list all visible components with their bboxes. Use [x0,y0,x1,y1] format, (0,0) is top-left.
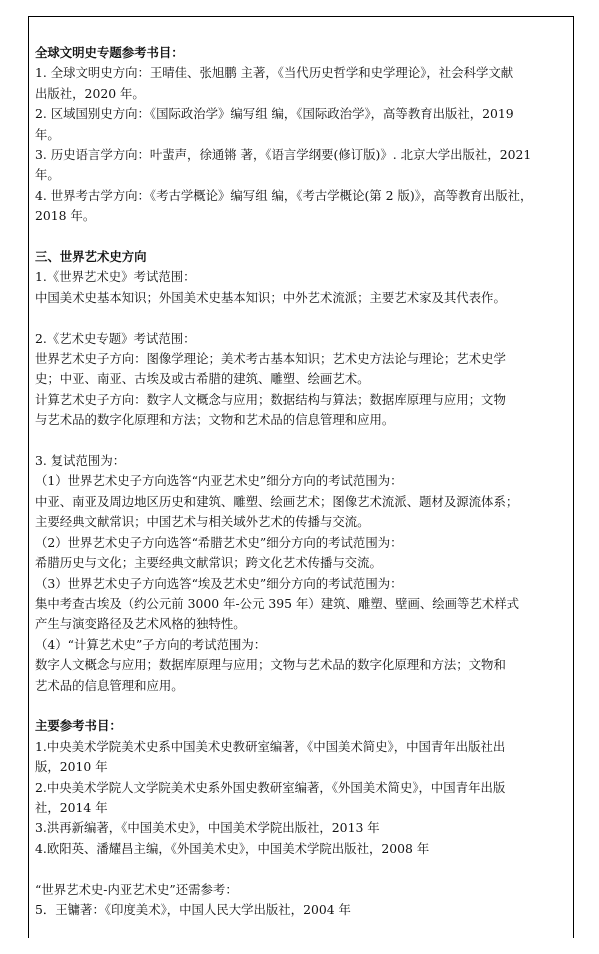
additional-reference-note: “世界艺术史-内亚艺术史”还需参考： [35,881,238,897]
exam-scope-content: 中国美术史基本知识；外国美术史基本知识；中外艺术流派；主要艺术家及其代表作。 [35,289,506,305]
exam-scope-content: 计算艺术史子方向：数字人文概念与应用；数据结构与算法；数据库原理与应用；文物 [35,391,506,407]
spacer [35,431,570,451]
reference-item: 2018 年。 [35,208,96,224]
reference-item: 2.中央美术学院人文学院美术史系外国史教研室编著，《外国美术简史》，中国青年出版 [35,779,506,795]
reference-item: 5．王镛著：《印度美术》，中国人民大学出版社，2004 年 [35,901,351,917]
retest-scope-line: 集中考查古埃及（约公元前 3000 年-公元 395 年）建筑、雕塑、壁画、绘画等艺术样式 [35,595,520,611]
section-heading-global-civilization: 全球文明史专题参考书目： [35,45,184,60]
reference-item: 社，2014 年 [35,799,108,815]
exam-scope-content: 史；中亚、南亚、古埃及或古希腊的建筑、雕塑、绘画艺术。 [35,371,370,387]
exam-scope-title: 1.《世界艺术史》考试范围： [35,269,196,285]
spacer [35,859,570,879]
exam-scope-content: 与艺术品的数字化原理和方法；文物和艺术品的信息管理和应用。 [35,412,395,428]
retest-scope-line: （4）“计算艺术史”子方向的考试范围为： [35,636,267,652]
section-heading-main-references: 主要参考书目： [35,718,122,734]
retest-scope-line: 数字人文概念与应用；数据库原理与应用；文物与艺术品的数字化原理和方法；文物和 [35,657,506,673]
retest-scope-line: （2）世界艺术史子方向选答“希腊艺术史”细分方向的考试范围为： [35,534,403,550]
retest-scope-line: （1）世界艺术史子方向选答“内亚艺术史”细分方向的考试范围为： [35,473,403,489]
retest-scope-line: 主要经典文献常识；中国艺术与相关域外艺术的传播与交流。 [35,514,370,530]
reference-item: 版，2010 年 [35,759,108,775]
reference-item: 2. 区域国别史方向：《国际政治学》编写组 编，《国际政治学》，高等教育出版社，2019 [35,106,514,122]
reference-item: 1.中央美术学院美术史系中国美术史教研室编著，《中国美术简史》，中国青年出版社出 [35,738,506,754]
reference-item: 出版社，2020 年。 [35,85,145,101]
reference-item: 4. 世界考古学方向：《考古学概论》编写组 编，《考古学概论(第 2 版)》，高等教育出版社， [35,187,533,203]
retest-scope-line: 中亚、南亚及周边地区历史和建筑、雕塑、绘画艺术；图像艺术流派、题材及源流体系； [35,493,519,509]
reference-item: 1. 全球文明史方向：王晴佳、张旭鹏 主著，《当代历史哲学和史学理论》，社会科学文献 [35,65,514,81]
spacer [35,308,570,328]
reference-item: 3. 历史语言学方向：叶蜚声，徐通锵 著，《语言学纲要(修订版)》. 北京大学出版社，2021 [35,147,532,163]
reference-item: 年。 [35,167,60,183]
document-page [28,16,574,938]
retest-scope-line: （3）世界艺术史子方向选答“埃及艺术史”细分方向的考试范围为： [35,575,403,591]
retest-scope-line: 希腊历史与文化；主要经典文献常识；跨文化艺术传播与交流。 [35,555,382,571]
reference-item: 年。 [35,126,60,142]
retest-scope-line: 艺术品的信息管理和应用。 [35,677,184,693]
retest-scope-title: 3. 复试范围为： [35,453,126,469]
retest-scope-line: 产生与演变路径及艺术风格的独特性。 [35,616,246,632]
exam-scope-title: 2.《艺术史专题》考试范围： [35,330,196,346]
section-heading-world-art-history: 三、世界艺术史方向 [35,249,147,265]
spacer [35,696,570,716]
exam-scope-content: 世界艺术史子方向：图像学理论；美术考古基本知识；艺术史方法论与理论；艺术史学 [35,351,506,367]
reference-item: 3.洪再新编著，《中国美术史》，中国美术学院出版社，2013 年 [35,820,380,836]
spacer [35,227,570,247]
reference-item: 4.欧阳英、潘耀昌主编，《外国美术史》，中国美术学院出版社，2008 年 [35,840,430,856]
